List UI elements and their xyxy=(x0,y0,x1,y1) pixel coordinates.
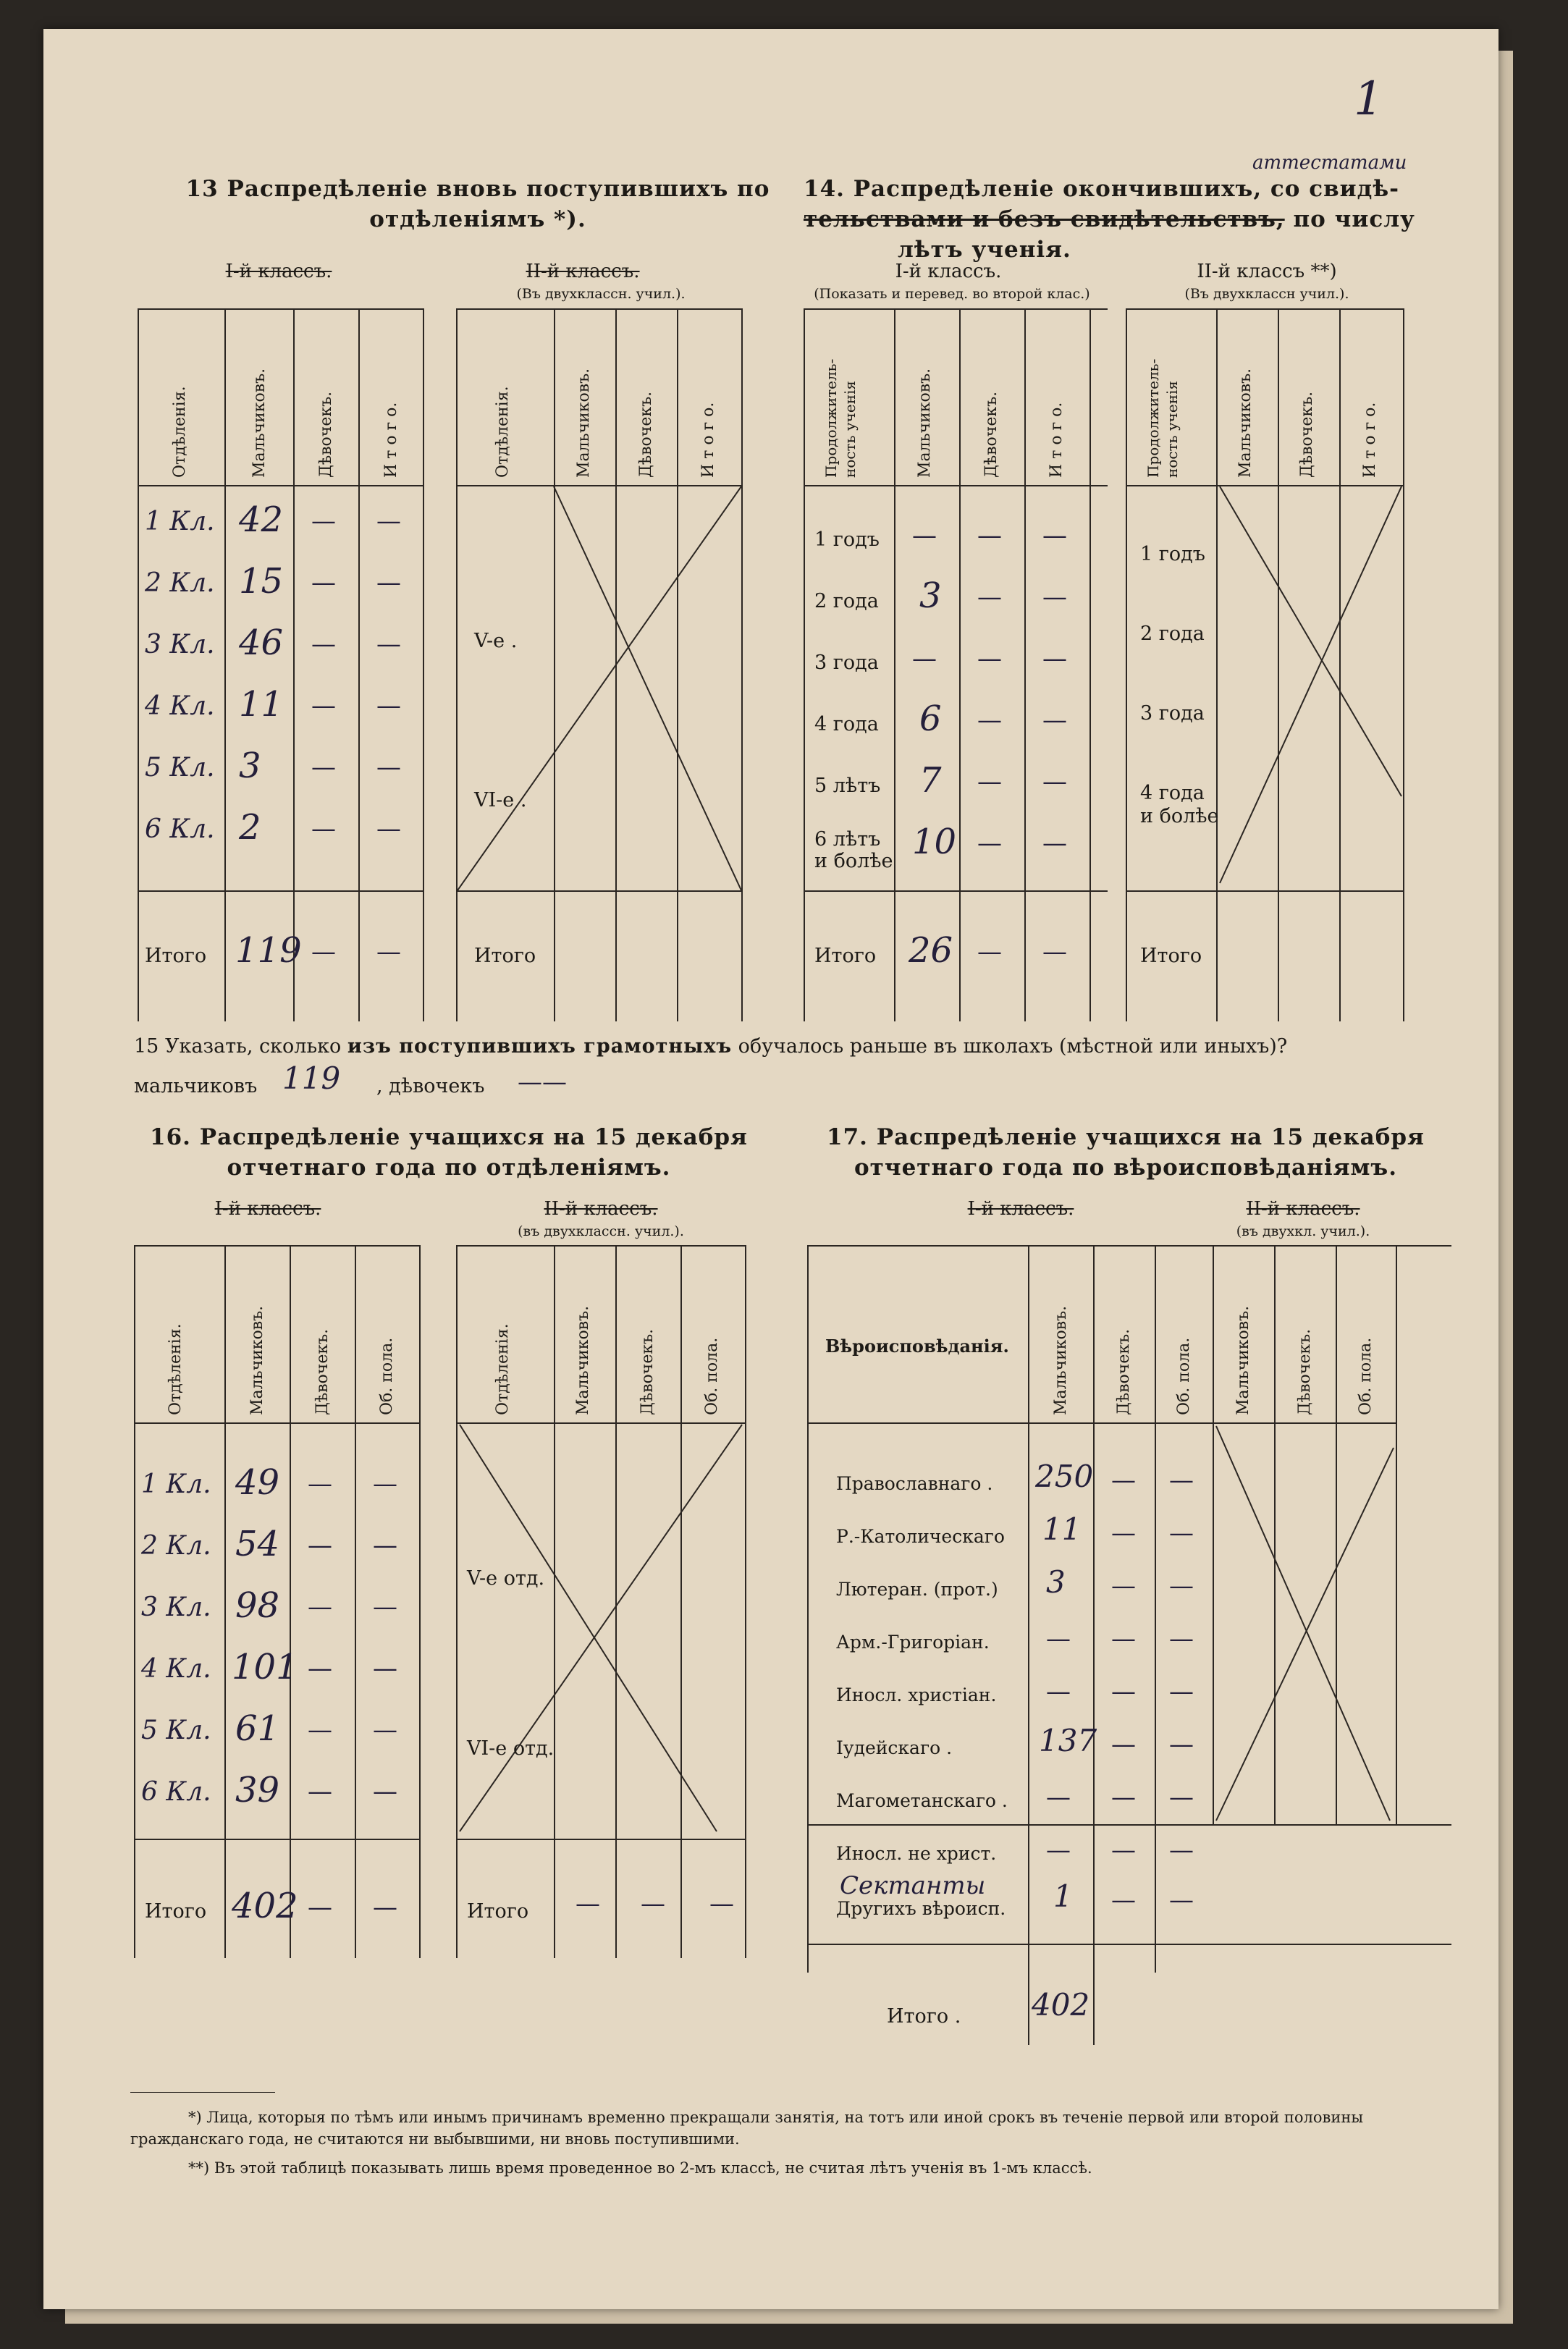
s13-itogo-total: — xyxy=(376,937,401,966)
s17-h-girls: Дѣвочекъ. xyxy=(1115,1328,1133,1415)
s16-row-girls: — xyxy=(308,1777,332,1806)
s17-row-girls: — xyxy=(1111,1886,1136,1915)
s13-row-total: — xyxy=(376,630,401,659)
s14-t2-h-total: И т о г о. xyxy=(1361,402,1379,478)
s16-row-boys: 101 xyxy=(232,1647,298,1687)
s13-t2-h-dept: Отдѣленія. xyxy=(494,386,512,478)
s13-row-girls: — xyxy=(311,814,336,843)
section-15-question: 15 Указать, сколько изъ поступившихъ грамотныхъ обучалось раньше въ школахъ (мѣстной или иныхъ)? xyxy=(134,1035,1288,1058)
s13-itogo-girls: — xyxy=(311,937,336,966)
s17-itogo-boys: 402 xyxy=(1032,1987,1090,2023)
s16-row-girls: — xyxy=(308,1469,332,1498)
s17-row-faith: Другихъ вѣроисп. xyxy=(836,1898,1006,1919)
s13-ii-row: VI-е . xyxy=(474,789,527,811)
s17-row-faith: Арм.-Григоріан. xyxy=(836,1632,990,1653)
s14-row-girls: — xyxy=(977,644,1002,673)
s17-row-faith: Р.-Католическаго xyxy=(836,1526,1005,1547)
s13-row-dept: 6 Кл. xyxy=(145,814,215,844)
s14-row-total: — xyxy=(1042,583,1067,612)
s16-h-dept: Отдѣленія. xyxy=(167,1323,185,1415)
s14-row-boys: 6 xyxy=(919,699,942,739)
s17-row-girls: — xyxy=(1111,1572,1136,1601)
s17-row-faith: Иносл. христіан. xyxy=(836,1684,997,1705)
s16-h-both: Об. пола. xyxy=(378,1337,396,1415)
s13-t2-h-boys: Мальчиковъ. xyxy=(575,368,593,478)
s16-t2-itogo-girls: — xyxy=(641,1889,665,1918)
s17-h-boys-2: Мальчиковъ. xyxy=(1234,1305,1252,1415)
s14-row-girls: — xyxy=(977,829,1002,858)
s17-class1-label: I-й классъ. xyxy=(967,1198,1074,1220)
s17-row-both: — xyxy=(1169,1466,1194,1495)
s16-row-both: — xyxy=(373,1716,397,1745)
s13-class2-label: II-й классъ. xyxy=(526,261,640,282)
s17-row-both: — xyxy=(1169,1572,1194,1601)
s16-t2-h-dept: Отдѣленія. xyxy=(494,1323,512,1415)
s13-row-girls: — xyxy=(311,507,336,536)
s17-row-boys: 250 xyxy=(1035,1459,1094,1494)
s14-t2-h-boys: Мальчиковъ. xyxy=(1236,368,1255,478)
s13-t2-h-girls: Дѣвочекъ. xyxy=(637,391,655,478)
s17-row-both: — xyxy=(1169,1886,1194,1915)
s14-t2-itogo-label: Итого xyxy=(1140,945,1202,967)
s16-row-boys: 49 xyxy=(235,1462,280,1503)
section-14-title: 14. Распредѣленіе окончившихъ, со свидѣ- тельствами и безъ свидѣтельствъ, по числу лѣтъ ученія. xyxy=(804,176,1415,263)
s16-class2-label: II-й классъ. xyxy=(544,1198,658,1220)
s14-h-girls: Дѣвочекъ. xyxy=(982,391,1000,478)
s16-row-girls: — xyxy=(308,1531,332,1560)
s13-row-boys: 42 xyxy=(239,499,284,540)
s14-t2-h-girls: Дѣвочекъ. xyxy=(1298,391,1316,478)
footnote-rule xyxy=(130,2092,275,2093)
margin-note: аттестатами xyxy=(1252,152,1407,174)
s16-row-both: — xyxy=(373,1531,397,1560)
s17-itogo-label: Итого . xyxy=(887,2005,961,2028)
s16-itogo-boys: 402 xyxy=(232,1886,298,1926)
s16-row-girls: — xyxy=(308,1593,332,1621)
s16-row-boys: 98 xyxy=(235,1585,280,1626)
s17-row-girls: — xyxy=(1111,1624,1136,1653)
s17-h-faith: Вѣроисповѣданія. xyxy=(825,1336,1009,1357)
s15-boys-value: 119 xyxy=(282,1060,341,1096)
s17-h-girls-2: Дѣвочекъ. xyxy=(1296,1328,1314,1415)
s14-itogo-total: — xyxy=(1042,937,1067,966)
s14-class2-sub: (Въ двухклассн учил.). xyxy=(1184,286,1349,302)
s13-row-boys: 3 xyxy=(239,746,261,786)
s16-itogo-label: Итого xyxy=(145,1900,207,1923)
s14-ii-row: 3 года xyxy=(1140,702,1205,725)
s17-row-faith: Православнаго . xyxy=(836,1473,993,1494)
s13-h-girls: Дѣвочекъ. xyxy=(317,391,335,478)
s13-row-girls: — xyxy=(311,691,336,720)
s14-row-boys: 7 xyxy=(919,760,942,801)
s16-row-girls: — xyxy=(308,1716,332,1745)
s13-itogo-boys: 119 xyxy=(235,930,302,971)
s16-ii-row: V-е отд. xyxy=(467,1567,545,1590)
s14-row-girls: — xyxy=(977,521,1002,550)
s13-row-dept: 1 Кл. xyxy=(145,507,215,536)
s17-handwritten-note: Сектанты xyxy=(840,1871,986,1900)
s17-itogo-rule xyxy=(807,1944,1451,1945)
s16-t2-itogo-both: — xyxy=(709,1889,734,1918)
document-page xyxy=(43,29,1499,2309)
s16-row-boys: 54 xyxy=(235,1524,280,1564)
section-13-title: 13 Распредѣленіе вновь поступившихъ по отдѣленіямъ *). xyxy=(185,176,770,232)
s14-ii-row: 1 годъ xyxy=(1140,543,1205,565)
s17-h-both-2: Об. пола. xyxy=(1357,1337,1375,1415)
s13-row-dept: 2 Кл. xyxy=(145,568,215,598)
s17-row-boys: — xyxy=(1046,1677,1071,1706)
s14-row-total: — xyxy=(1042,767,1067,796)
s14-row-girls: — xyxy=(977,767,1002,796)
s14-class2-label: II-й классъ **) xyxy=(1197,261,1337,282)
s17-row-girls: — xyxy=(1111,1519,1136,1548)
s14-row-duration: 4 года xyxy=(814,713,879,735)
s17-row-both: — xyxy=(1169,1836,1194,1865)
s17-row-faith: Лютеран. (прот.) xyxy=(836,1579,998,1600)
s16-t2-h-boys: Мальчиковъ. xyxy=(574,1305,592,1415)
s15-girls-label: , дѣвочекъ xyxy=(376,1075,485,1097)
s17-row-boys: 137 xyxy=(1039,1723,1097,1758)
s16-class2-sub: (въ двухклассн. учил.). xyxy=(518,1223,684,1239)
s14-h-boys: Мальчиковъ. xyxy=(916,368,934,478)
s17-class2-label: II-й классъ. xyxy=(1246,1198,1360,1220)
s14-row-total: — xyxy=(1042,644,1067,673)
s13-row-total: — xyxy=(376,507,401,536)
s16-row-dept: 2 Кл. xyxy=(141,1531,211,1561)
s14-row-total: — xyxy=(1042,521,1067,550)
s14-row-boys: — xyxy=(912,521,937,550)
footnote-1: *) Лица, которыя по тѣмъ или инымъ причинамъ временно прекращали занятія, на тотъ или иной срокъ въ теченіе первой или второй половины гражданскаго года, не считаются ни выбывшими, ни вновь поступившими. xyxy=(130,2109,1364,2148)
s14-row-girls: — xyxy=(977,706,1002,735)
s16-h-girls: Дѣвочекъ. xyxy=(313,1328,332,1415)
s13-t2-itogo-label: Итого xyxy=(474,945,536,967)
s16-row-boys: 61 xyxy=(235,1708,280,1749)
s17-row-girls: — xyxy=(1111,1783,1136,1812)
s13-row-total: — xyxy=(376,568,401,597)
footnote-2: **) Въ этой таблицѣ показывать лишь время проведенное во 2-мъ классѣ, не считая лѣтъ ученія въ 1-мъ классѣ. xyxy=(188,2159,1092,2177)
s13-row-girls: — xyxy=(311,568,336,597)
section-17-title: 17. Распредѣленіе учащихся на 15 декабря отчетнаго года по вѣроисповѣданіямъ. xyxy=(827,1124,1425,1181)
s17-ii-cross-out xyxy=(43,29,1499,2309)
s13-ii-row: V-е . xyxy=(474,630,518,652)
s16-t2-h-girls: Дѣвочекъ. xyxy=(638,1328,657,1415)
s14-itogo-label: Итого xyxy=(814,945,877,967)
s17-row-both: — xyxy=(1169,1783,1194,1812)
s16-row-both: — xyxy=(373,1654,397,1683)
s16-itogo-both: — xyxy=(373,1893,397,1922)
s13-row-dept: 4 Кл. xyxy=(145,691,215,721)
s16-ii-row: VI-е отд. xyxy=(467,1737,555,1760)
s14-row-duration: 5 лѣтъ xyxy=(814,775,881,797)
s14-class1-sub: (Показать и перевед. во второй клас.) xyxy=(814,286,1090,302)
s16-row-both: — xyxy=(373,1469,397,1498)
s16-row-both: — xyxy=(373,1777,397,1806)
s17-row-boys: 3 xyxy=(1046,1564,1066,1600)
s14-row-duration: 6 лѣтъ и болѣе xyxy=(814,828,893,872)
s16-itogo-girls: — xyxy=(308,1893,332,1922)
s14-h-duration: Продолжитель-ность ученія xyxy=(822,358,859,478)
s14-row-duration: 2 года xyxy=(814,590,879,612)
s17-row-faith: Магометанскаго . xyxy=(836,1790,1008,1811)
s14-row-duration: 1 годъ xyxy=(814,528,880,551)
s13-t2-h-total: И т о г о. xyxy=(699,402,717,478)
s16-row-girls: — xyxy=(308,1654,332,1683)
s14-class1-label: I-й классъ. xyxy=(895,261,1002,282)
s16-class1-label: I-й классъ. xyxy=(214,1198,321,1220)
s17-row-both: — xyxy=(1169,1624,1194,1653)
s17-row-both: — xyxy=(1169,1730,1194,1759)
s14-ii-row: 4 года и болѣе xyxy=(1140,782,1219,827)
s17-row-boys: — xyxy=(1046,1836,1071,1865)
s13-row-total: — xyxy=(376,814,401,843)
s14-itogo-boys: 26 xyxy=(909,930,953,971)
s14-row-total: — xyxy=(1042,829,1067,858)
s17-row-boys: 11 xyxy=(1042,1511,1082,1547)
s13-row-total: — xyxy=(376,753,401,782)
s17-class2-sub: (въ двухкл. учил.). xyxy=(1236,1223,1370,1239)
s16-row-dept: 4 Кл. xyxy=(141,1654,211,1684)
section-16-title: 16. Распредѣленіе учащихся на 15 декабря отчетнаго года по отдѣленіямъ. xyxy=(150,1124,748,1181)
s13-row-girls: — xyxy=(311,630,336,659)
s13-row-boys: 15 xyxy=(239,561,284,602)
s16-row-both: — xyxy=(373,1593,397,1621)
s14-row-boys: — xyxy=(912,644,937,673)
s17-row-boys: — xyxy=(1046,1783,1071,1812)
s16-t2-h-both: Об. пола. xyxy=(703,1337,721,1415)
s17-row-faith: Иносл. не христ. xyxy=(836,1843,997,1864)
s16-t2-itogo-label: Итого xyxy=(467,1900,529,1923)
s13-row-dept: 3 Кл. xyxy=(145,630,215,659)
s14-row-boys: 3 xyxy=(919,575,942,616)
s13-row-boys: 46 xyxy=(239,623,284,663)
s17-itogo-divider xyxy=(1028,1944,1029,2045)
s13-row-boys: 2 xyxy=(239,807,261,848)
s15-boys-label: мальчиковъ xyxy=(134,1075,258,1097)
s17-row-girls: — xyxy=(1111,1730,1136,1759)
s13-itogo-label: Итого xyxy=(145,945,207,967)
s17-row-girls: — xyxy=(1111,1466,1136,1495)
s13-row-boys: 11 xyxy=(239,684,284,725)
s16-row-dept: 1 Кл. xyxy=(141,1469,211,1499)
s17-row-boys: 1 xyxy=(1053,1878,1073,1914)
s16-row-dept: 5 Кл. xyxy=(141,1716,211,1745)
s17-row-both: — xyxy=(1169,1519,1194,1548)
s14-ii-row: 2 года xyxy=(1140,623,1205,645)
s13-row-girls: — xyxy=(311,753,336,782)
s17-itogo-divider xyxy=(1093,1944,1095,2045)
s17-row-girls: — xyxy=(1111,1836,1136,1865)
s17-row-boys: — xyxy=(1046,1624,1071,1653)
s13-row-dept: 5 Кл. xyxy=(145,753,215,783)
s14-row-total: — xyxy=(1042,706,1067,735)
s17-row-both: — xyxy=(1169,1677,1194,1706)
s17-row-girls: — xyxy=(1111,1677,1136,1706)
s16-t2-itogo-boys: — xyxy=(576,1889,600,1918)
s13-row-total: — xyxy=(376,691,401,720)
s17-h-boys: Мальчиковъ. xyxy=(1052,1305,1070,1415)
s17-row-faith: Іудейскаго . xyxy=(836,1737,953,1758)
s13-h-total: И т о г о. xyxy=(382,402,400,478)
s16-row-boys: 39 xyxy=(235,1770,280,1810)
s16-row-dept: 3 Кл. xyxy=(141,1593,211,1622)
s14-row-boys: 10 xyxy=(912,822,957,862)
s14-h-total: И т о г о. xyxy=(1048,402,1066,478)
s14-row-duration: 3 года xyxy=(814,651,879,674)
s17-h-both: Об. пола. xyxy=(1175,1337,1193,1415)
s14-row-girls: — xyxy=(977,583,1002,612)
s16-row-dept: 6 Кл. xyxy=(141,1777,211,1807)
s14-t2-h-duration: Продолжитель-ность ученія xyxy=(1145,358,1181,478)
s15-girls-value: —— xyxy=(518,1068,567,1097)
page-number: 1 xyxy=(1354,72,1383,126)
s14-itogo-girls: — xyxy=(977,937,1002,966)
s13-h-boys: Мальчиковъ. xyxy=(250,368,269,478)
s13-h-dept: Отдѣленія. xyxy=(171,386,189,478)
s13-class2-sub: (Въ двухклассн. учил.). xyxy=(516,286,686,302)
s13-class1-label: I-й классъ. xyxy=(225,261,332,282)
s16-h-boys: Мальчиковъ. xyxy=(248,1305,266,1415)
